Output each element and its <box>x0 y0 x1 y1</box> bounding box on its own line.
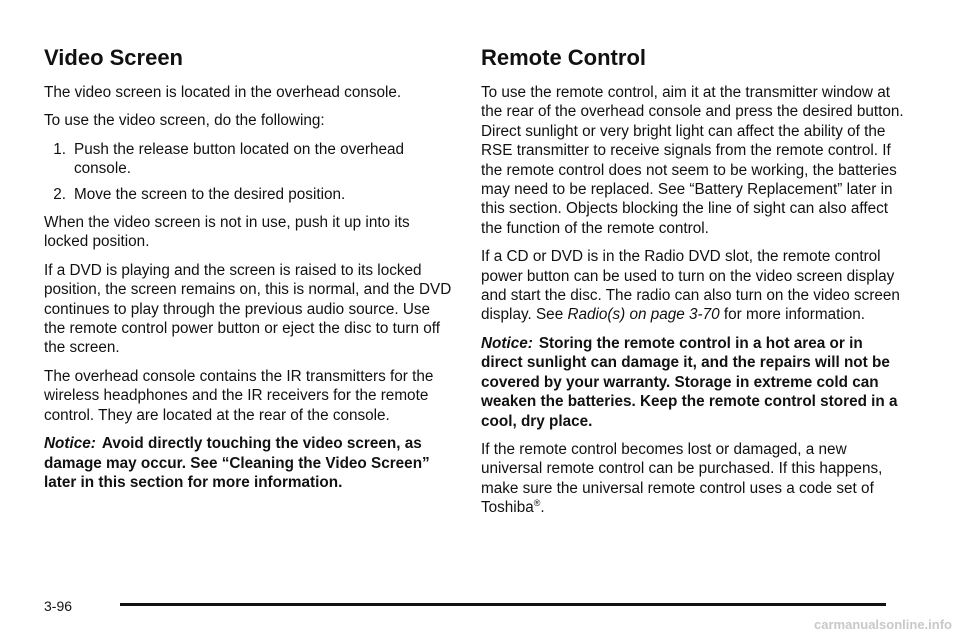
notice-text: Storing the remote control in a hot area or in direct sunlight can damage it, and the repairs will not be covered by your warranty. Storage in extreme cold can weaken the batteries. Keep the remote control stored in a cool, dry place. <box>481 334 898 430</box>
paragraph: If a DVD is playing and the screen is raised to its locked position, the screen remains on, this is normal, and the DVD continues to play through the previous audio source. Use the remote control power button or eject the disc to turn off the screen. <box>44 261 452 357</box>
watermark: carmanualsonline.info <box>814 617 952 632</box>
paragraph-text: for more information. <box>719 306 866 324</box>
list-item <box>44 140 454 179</box>
notice-label: Notice: <box>44 435 96 453</box>
paragraph: The video screen is located in the overhead console. <box>44 84 402 101</box>
step-number: 2. <box>53 185 66 203</box>
footer-rule <box>120 603 886 606</box>
notice-block <box>44 434 454 492</box>
section-title-remote-control: Remote Control <box>481 45 646 70</box>
paragraph: To use the remote control, aim it at the transmitter window at the rear of the overhead console and press the desired button. Direct sunlight or very bright light can affect the ability of the RSE transmitter to receive signals from the remote control. If the remote control does not seem to be working, the batteries may need to be replaced. See “Battery Replacement” later in this section. Objects blocking the line of sight can also affect the function of the remote control. <box>481 84 904 237</box>
paragraph <box>481 247 906 325</box>
paragraph: The overhead console contains the IR transmitters for the wireless headphones and the IR receivers for the remote control. They are located at the rear of the console. <box>44 367 434 424</box>
right-column <box>481 44 906 527</box>
paragraph: To use the video screen, do the following: <box>44 112 325 130</box>
steps-list <box>44 140 454 204</box>
step-number: 1. <box>53 140 66 158</box>
left-column <box>44 44 454 501</box>
paragraph-text: . <box>540 499 545 517</box>
section-title-video-screen: Video Screen <box>44 45 183 70</box>
notice-text: Avoid directly touching the video screen, as damage may occur. See “Cleaning the Video Screen” later in this section for more information. <box>44 435 430 491</box>
paragraph-text: If the remote control becomes lost or damaged, a new universal remote control can be purchased. If this happens, make sure the universal remote control uses a code set of Toshiba <box>481 440 883 517</box>
notice-label: Notice: <box>481 334 533 352</box>
step-text: Push the release button located on the overhead console. <box>74 140 404 178</box>
paragraph-text: If a CD or DVD is in the Radio DVD slot, the remote control power button can be used to turn on the video screen display and start the disc. The radio can also turn on the video screen display. See <box>481 248 900 324</box>
notice-block <box>481 334 906 431</box>
list-item <box>44 185 454 204</box>
page-number: 3-96 <box>44 598 73 614</box>
paragraph: When the video screen is not in use, push it up into its locked position. <box>44 214 410 251</box>
step-text: Move the screen to the desired position. <box>74 185 346 203</box>
registered-mark: ® <box>533 498 541 509</box>
cross-reference-link[interactable]: Radio(s) on page 3-70 <box>567 306 720 324</box>
paragraph <box>481 440 906 518</box>
